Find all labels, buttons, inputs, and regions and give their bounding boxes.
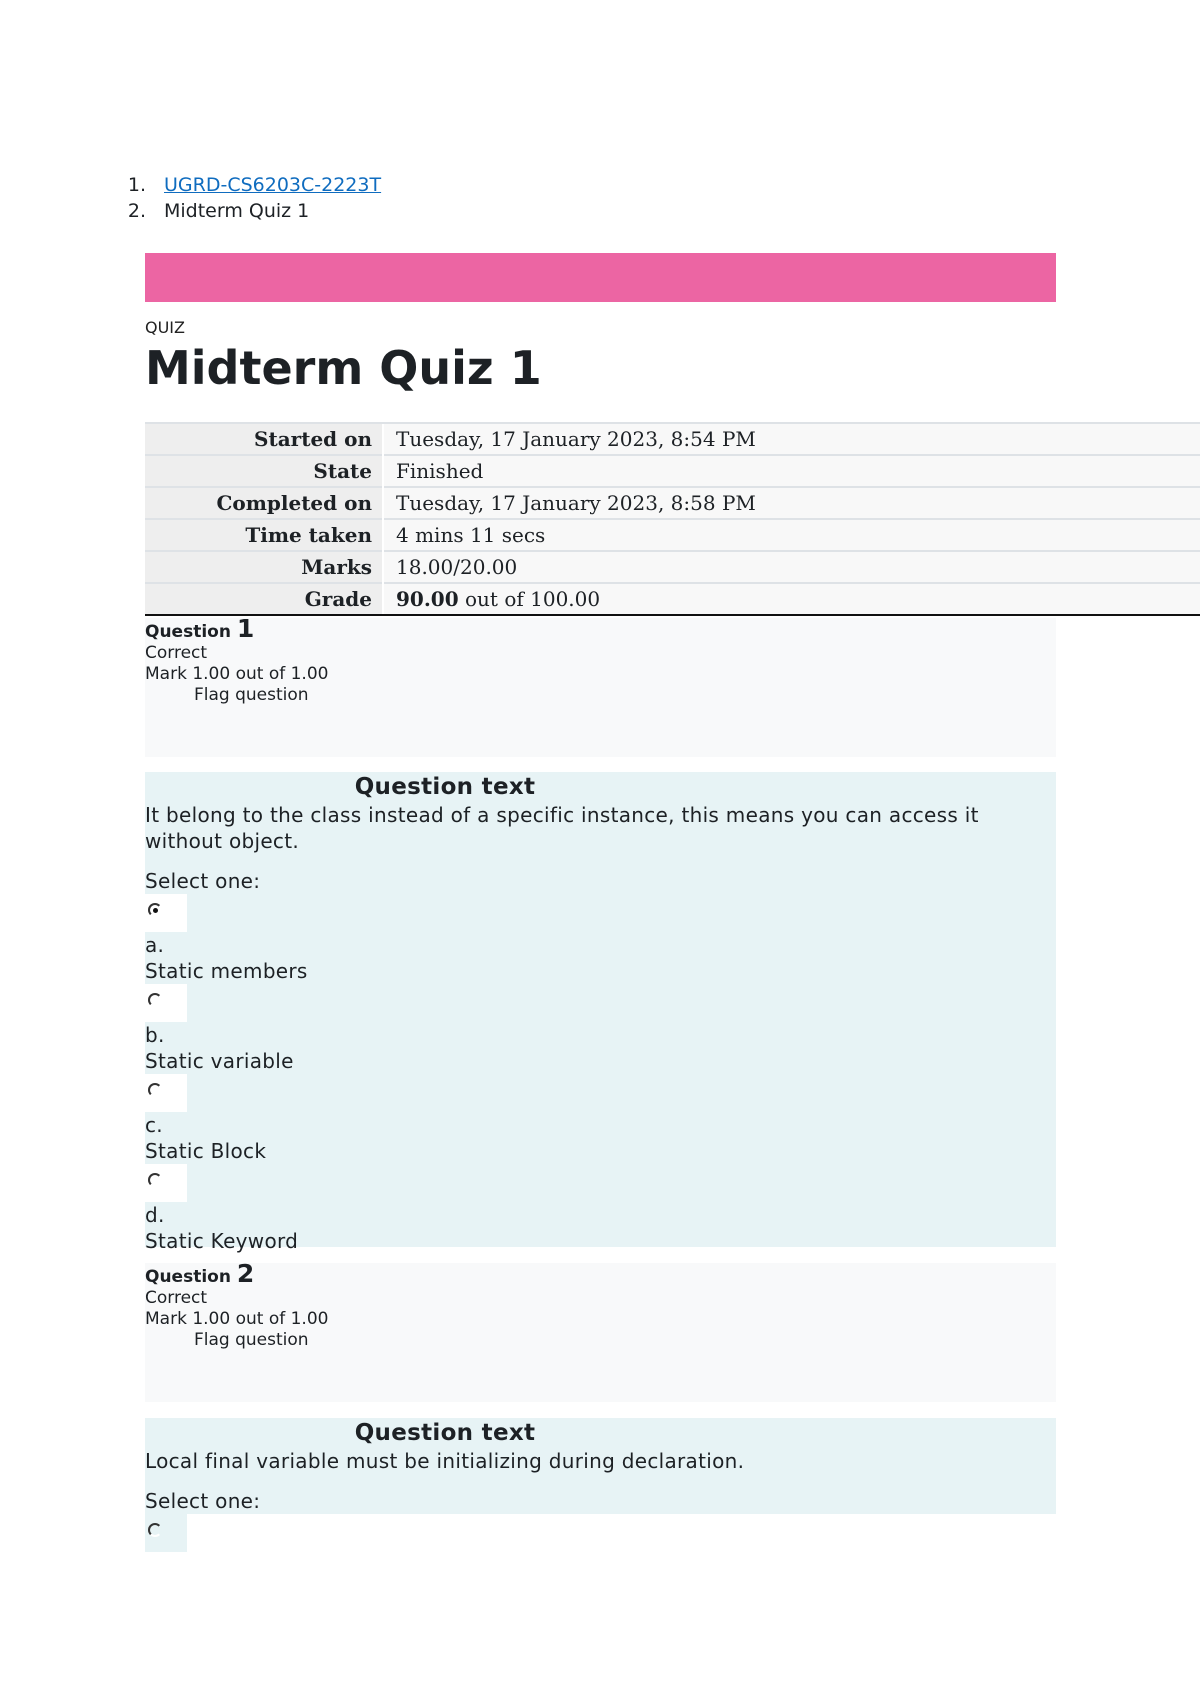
question-text-heading: Question text (354, 774, 536, 800)
summary-label: Time taken (145, 519, 383, 551)
summary-label: Grade (145, 583, 383, 615)
summary-value: Finished (383, 455, 1200, 487)
option-label: Static members (145, 959, 308, 983)
summary-value: 4 mins 11 secs (383, 519, 1200, 551)
flag-question-link[interactable]: Flag question (194, 1330, 309, 1350)
option-label: Static Keyword (145, 1229, 299, 1253)
summary-value: Tuesday, 17 January 2023, 8:58 PM (383, 487, 1200, 519)
option-letter: a. (145, 933, 165, 957)
question-text: Local final variable must be initializing during declaration. (145, 1449, 745, 1473)
radio-icon[interactable] (148, 1083, 162, 1097)
summary-value: 18.00/20.00 (383, 551, 1200, 583)
flag-question-link[interactable]: Flag question (194, 685, 309, 705)
summary-row (145, 551, 1200, 583)
summary-label: Marks (145, 551, 383, 583)
summary-row (145, 583, 1200, 615)
summary-label: State (145, 455, 383, 487)
summary-row (145, 487, 1200, 519)
radio-icon[interactable] (148, 1173, 162, 1187)
question-text-heading: Question text (354, 1420, 536, 1446)
activity-type-label: QUIZ (145, 318, 185, 337)
summary-row (145, 519, 1200, 551)
option-label: Static variable (145, 1049, 294, 1073)
answer-option[interactable] (145, 1074, 1056, 1164)
summary-value (383, 583, 1200, 615)
summary-row (145, 423, 1200, 455)
question-text: It belong to the class instead of a specific instance, this means you can access it without object. (145, 803, 979, 853)
option-letter: d. (145, 1203, 165, 1227)
breadcrumb-item: 2. Midterm Quiz 1 (127, 200, 310, 222)
option-area (187, 1514, 1056, 1552)
radio-icon[interactable] (148, 993, 162, 1007)
answer-option[interactable] (145, 984, 1056, 1074)
question-info (145, 1259, 1056, 1402)
breadcrumb-current: Midterm Quiz 1 (164, 200, 310, 222)
question-number: Question 1 (145, 614, 255, 643)
answer-option[interactable] (145, 1514, 1056, 1552)
select-one-prompt: Select one: (145, 1489, 261, 1513)
option-letter: c. (145, 1113, 163, 1137)
summary-value: Tuesday, 17 January 2023, 8:54 PM (383, 423, 1200, 455)
question-info (145, 614, 1056, 757)
grade-suffix: out of 100.00 (458, 587, 601, 611)
question-state: Correct (145, 643, 208, 663)
radio-icon[interactable] (148, 1523, 162, 1537)
breadcrumb-item: 1. UGRD-CS6203C-2223T (127, 174, 382, 196)
radio-selected-icon[interactable] (148, 903, 162, 917)
question-grade: Mark 1.00 out of 1.00 (145, 664, 329, 684)
option-label: Static Block (145, 1139, 267, 1163)
option-letter: b. (145, 1023, 165, 1047)
question-grade: Mark 1.00 out of 1.00 (145, 1309, 329, 1329)
question-state: Correct (145, 1288, 208, 1308)
breadcrumb-link-course[interactable]: UGRD-CS6203C-2223T (164, 174, 382, 196)
summary-label: Completed on (145, 487, 383, 519)
breadcrumb (127, 172, 382, 224)
attempt-summary-table (145, 422, 1200, 616)
course-banner (145, 253, 1056, 302)
question-formulation (145, 772, 1056, 1253)
select-one-prompt: Select one: (145, 869, 261, 893)
answer-option[interactable] (145, 1164, 1056, 1254)
summary-label: Started on (145, 423, 383, 455)
grade-value: 90.00 (396, 587, 459, 611)
question-formulation (145, 1418, 1056, 1552)
answer-option[interactable] (145, 894, 1056, 984)
summary-row (145, 455, 1200, 487)
page-title: Midterm Quiz 1 (145, 341, 542, 395)
question-number: Question 2 (145, 1259, 255, 1288)
